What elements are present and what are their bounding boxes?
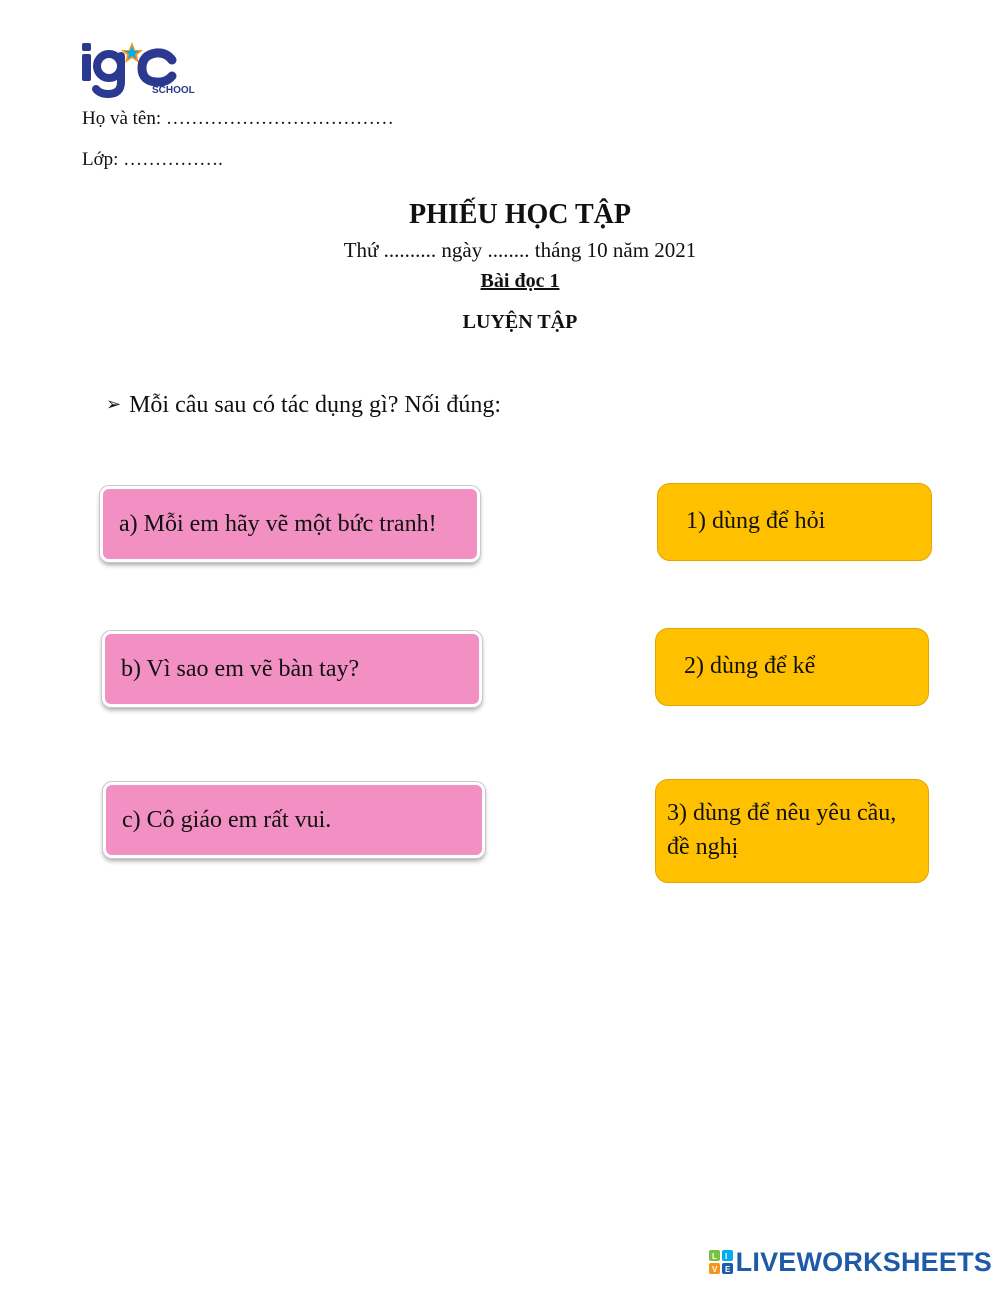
section-title: LUYỆN TẬP	[462, 311, 578, 333]
match-left-text: a) Mỗi em hãy vẽ một bức tranh!	[119, 510, 437, 537]
svg-text:L: L	[711, 1252, 717, 1261]
match-left-item-b[interactable]	[102, 631, 482, 707]
student-class-field[interactable]: Lớp: …………….	[82, 149, 223, 170]
match-right-text-line: 3) dùng để nêu yêu cầu,	[667, 800, 897, 827]
match-left-item-a[interactable]	[100, 486, 480, 562]
brand-text: LIVEWORKSHEETS	[735, 1246, 992, 1277]
match-right-text: 2) dùng để kể	[684, 653, 816, 680]
match-left-text: b) Vì sao em vẽ bàn tay?	[121, 655, 360, 682]
logo-school-text: SCHOOL	[152, 85, 195, 96]
igc-logo-icon	[80, 40, 195, 98]
match-right-item-3[interactable]	[655, 779, 929, 883]
worksheet-title: PHIẾU HỌC TẬP	[409, 199, 631, 230]
match-right-item-1[interactable]	[657, 483, 932, 561]
svg-text:E: E	[724, 1265, 731, 1274]
school-logo	[80, 40, 195, 98]
instruction-text: Mỗi câu sau có tác dụng gì? Nối đúng:	[129, 392, 502, 418]
liveworksheets-logo-icon	[709, 1250, 733, 1274]
match-right-text: 1) dùng để hỏi	[686, 508, 826, 535]
match-right-text-line: đề nghị	[667, 834, 739, 860]
liveworksheets-brand	[709, 1247, 992, 1277]
match-right-text	[667, 797, 896, 864]
match-left-item-c[interactable]	[103, 782, 485, 858]
student-name-field[interactable]: Họ và tên: ………………………………	[82, 108, 394, 129]
arrow-bullet-icon: ➢	[106, 394, 122, 415]
instruction	[106, 392, 501, 419]
match-right-item-2[interactable]	[655, 628, 929, 706]
svg-text:V: V	[711, 1265, 718, 1274]
lesson-label: Bài đọc 1	[480, 270, 560, 292]
date-line: Thứ .......... ngày ........ tháng 10 năm 2021	[343, 238, 697, 262]
svg-text:I: I	[724, 1252, 727, 1261]
match-left-text: c) Cô giáo em rất vui.	[122, 806, 332, 833]
